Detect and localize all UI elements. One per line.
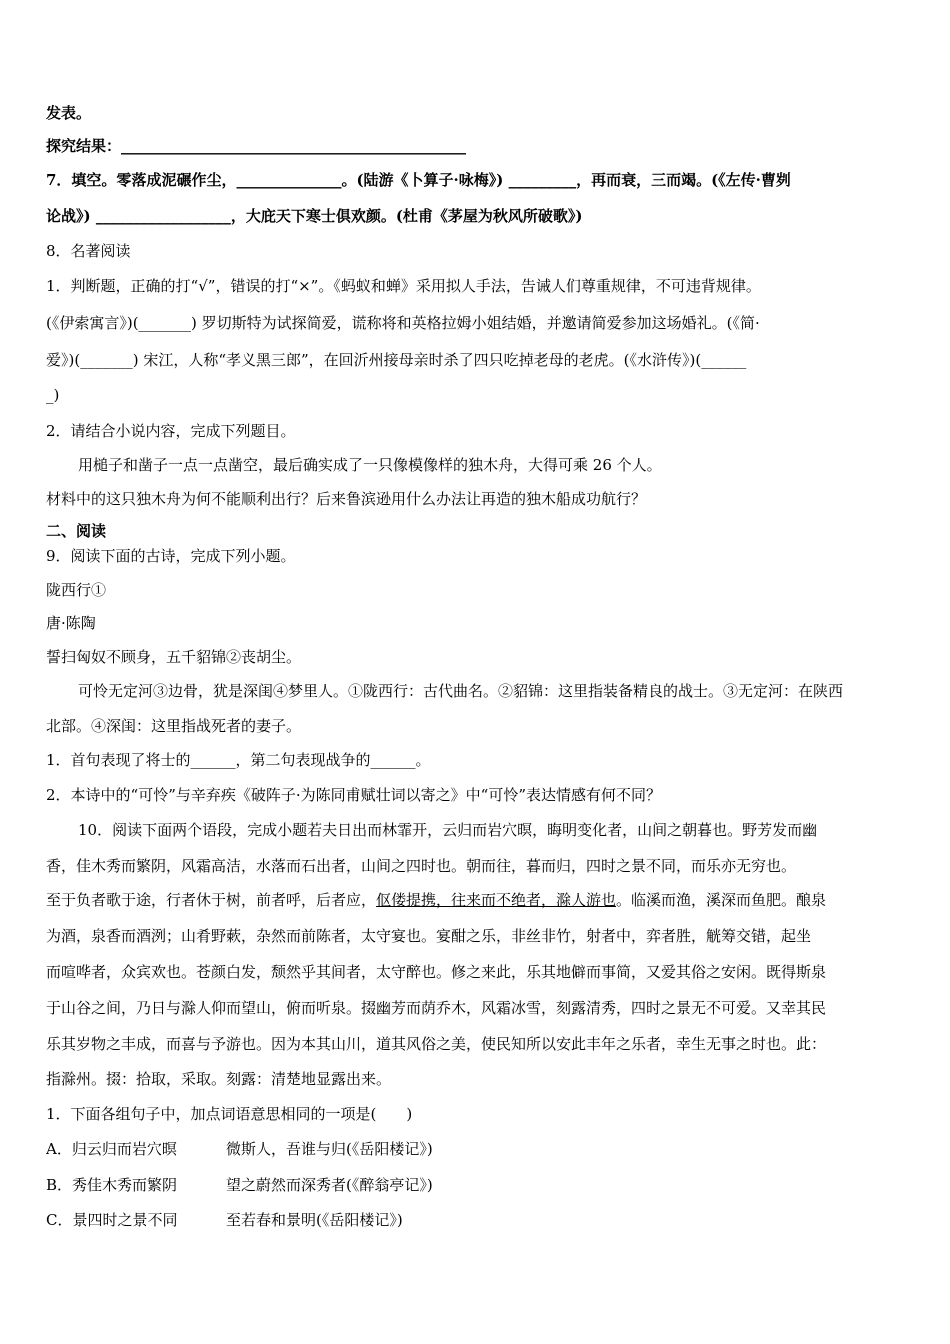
question-8-1-line-1: 1．判断题，正确的打“√”，错误的打“×”。《蚂蚁和蝉》采用拟人手法，告诫人们尊重规律，不可违背规律。 bbox=[46, 277, 761, 295]
option-label: C．景四时之景不同 bbox=[46, 1211, 178, 1229]
option-b bbox=[46, 1175, 910, 1195]
question-8-1-line-2: (《伊索寓言》)(_______) 罗切斯特为试探简爱，谎称将和英格拉姆小姐结婚，并邀请简爱参加这场婚礼。(《简· bbox=[46, 314, 760, 332]
question-10-line-4: 为酒，泉香而酒洌；山肴野蔌，杂然而前陈者，太守宴也。宴酣之乐，非丝非竹，射者中，弈者胜，觥筹交错，起坐 bbox=[46, 927, 812, 945]
option-reference: 至若春和景明(《岳阳楼记》) bbox=[226, 1211, 403, 1229]
inquiry-result-line: 探究结果：______________________________________________ bbox=[46, 137, 467, 155]
question-8-1-line-4: _) bbox=[46, 386, 60, 404]
poem-title: 陇西行① bbox=[46, 581, 107, 599]
question-8-2-material: 用槌子和凿子一点一点凿空，最后确实成了一只像模像样的独木舟，大得可乘 26 个人。 bbox=[78, 456, 662, 474]
question-10-line-3 bbox=[46, 890, 910, 910]
question-10-line-5: 而喧哗者，众宾欢也。苍颜白发，颓然乎其间者，太守醉也。修之来此，乐其地僻而事简，又爱其俗之安闲。既得斯泉 bbox=[46, 963, 827, 981]
question-10-1: 1．下面各组句子中，加点词语意思相同的一项是( ) bbox=[46, 1105, 413, 1123]
question-10-line-1: 10．阅读下面两个语段，完成小题若夫日出而林霏开，云归而岩穴暝，晦明变化者，山间之朝暮也。野芳发而幽 bbox=[78, 821, 818, 839]
question-9-heading: 9．阅读下面的古诗，完成下列小题。 bbox=[46, 547, 296, 565]
option-reference: 望之蔚然而深秀者(《醉翁亭记》) bbox=[226, 1176, 433, 1194]
question-9-1: 1．首句表现了将士的______，第二句表现战争的______。 bbox=[46, 751, 431, 769]
question-9-2: 2．本诗中的“可怜”与辛弃疾《破阵子·为陈同甫赋壮词以寄之》中“可怜”表达情感有何不同？ bbox=[46, 786, 661, 804]
poem-notes: 北部。④深闺：这里指战死者的妻子。 bbox=[46, 717, 302, 735]
question-8-heading: 8．名著阅读 bbox=[46, 242, 131, 260]
question-8-2-prompt: 材料中的这只独木舟为何不能顺利出行？后来鲁滨逊用什么办法让再造的独木船成功航行？ bbox=[46, 490, 647, 508]
question-10-line-7: 乐其岁物之丰成，而喜与予游也。因为本其山川，道其风俗之美，使民知所以安此丰年之乐者，幸生无事之时也。此： bbox=[46, 1035, 827, 1053]
underlined-sentence: 伛偻提携，往来而不绝者，滁人游也 bbox=[376, 891, 617, 909]
option-label: B．秀佳木秀而繁阴 bbox=[46, 1176, 178, 1194]
option-label: A．归云归而岩穴暝 bbox=[46, 1140, 177, 1158]
question-7-line-1: 7．填空。零落成泥碾作尘，______________。(陆游《卜算子·咏梅》) _________，再而衰，三而竭。(《左传·曹刿 bbox=[46, 171, 791, 189]
question-10-line-2: 香，佳木秀而繁阴，风霜高洁，水落而石出者，山间之四时也。朝而往，暮而归，四时之景不同，而乐亦无穷也。 bbox=[46, 857, 797, 875]
text-segment: 至于负者歌于途，行者休于树，前者呼，后者应， bbox=[46, 891, 377, 909]
poem-line-1: 誓扫匈奴不顾身，五千貂锦②丧胡尘。 bbox=[46, 648, 302, 666]
section-heading: 二、阅读 bbox=[46, 522, 107, 540]
question-8-1-line-3: 爱》)(_______) 宋江，人称“孝义黑三郎”，在回沂州接母亲时杀了四只吃掉老母的老虎。(《水浒传》)(______ bbox=[46, 351, 747, 369]
question-10-line-6: 于山谷之间，乃日与滁人仰而望山，俯而听泉。掇幽芳而荫乔木，风霜冰雪，刻露清秀，四时之景无不可爱。又幸其民 bbox=[46, 999, 827, 1017]
poem-line-2: 可怜无定河③边骨，犹是深闺④梦里人。①陇西行：古代曲名。②貂锦：这里指装备精良的战士。③无定河：在陕西 bbox=[78, 682, 844, 700]
option-reference: 微斯人，吾谁与归(《岳阳楼记》) bbox=[226, 1140, 433, 1158]
question-7-line-2: 论战》) __________________，大庇天下寒士俱欢颜。(杜甫《茅屋为秋风所破歌》) bbox=[46, 207, 583, 225]
text-line: 发表。 bbox=[46, 104, 92, 122]
poem-author: 唐·陈陶 bbox=[46, 614, 96, 632]
option-a bbox=[46, 1139, 910, 1159]
option-c bbox=[46, 1210, 910, 1230]
question-8-2: 2．请结合小说内容，完成下列题目。 bbox=[46, 422, 296, 440]
question-10-line-8: 指滁州。掇：拾取，采取。刻露：清楚地显露出来。 bbox=[46, 1070, 392, 1088]
text-segment: 。临溪而渔，溪深而鱼肥。酿泉 bbox=[616, 891, 827, 909]
